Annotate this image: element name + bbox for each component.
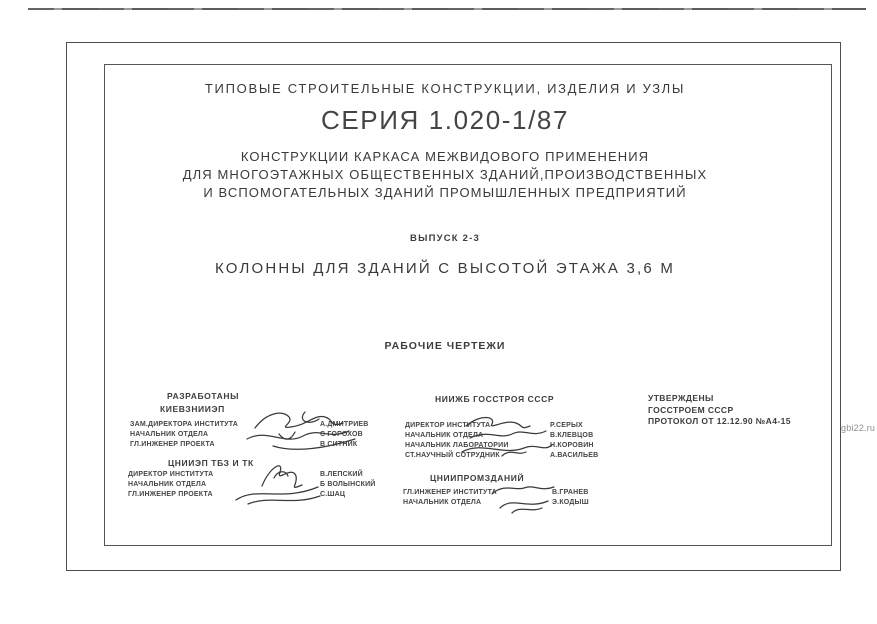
signatory-name: Б ВОЛЫНСКИЙ — [320, 481, 376, 488]
signatory-role: ГЛ.ИНЖЕНЕР ПРОЕКТА — [128, 491, 213, 498]
signatory-name: Н.КОРОВИН — [550, 442, 594, 449]
signatory-name: В.КЛЕВЦОВ — [550, 432, 594, 439]
watermark-gbi22: gbi22.ru — [841, 423, 876, 433]
signatory-name: А.ВАСИЛЬЕВ — [550, 452, 599, 459]
signatory-role: ЗАМ.ДИРЕКТОРА ИНСТИТУТА — [130, 421, 239, 428]
description-paragraph — [65, 148, 825, 202]
signatory-role: ДИРЕКТОР ИНСТИТУТА — [128, 471, 214, 478]
series-title: СЕРИЯ 1.020-1/87 — [320, 105, 570, 135]
approval-block — [648, 393, 791, 428]
signatory-role: ДИРЕКТОР ИНСТИТУТА — [405, 422, 491, 429]
signatory-name: В.ГРАНЕВ — [552, 489, 589, 496]
signatory-name: А.ДМИТРИЕВ — [320, 421, 369, 428]
signatory-role: НАЧАЛЬНИК ОТДЕЛА — [403, 499, 482, 506]
issue-number: ВЫПУСК 2-3 — [410, 233, 480, 244]
signature-cluster-niizhb-icon — [452, 412, 560, 464]
signature-cluster-tsniiprom-icon — [488, 480, 560, 518]
org-kievzniiep-name: КИЕВЗНИИЭП — [160, 404, 225, 414]
approval-line-1: УТВЕРЖДЕНЫ — [648, 393, 714, 403]
signatory-name: Э.КОДЫШ — [552, 499, 589, 506]
org-niizhb-name: НИИЖБ ГОССТРОЯ СССР — [435, 394, 555, 404]
signature-cluster-kievzniiep-icon — [245, 406, 363, 456]
signatory-role: НАЧАЛЬНИК ОТДЕЛА — [130, 431, 209, 438]
description-line-2: ДЛЯ МНОГОЭТАЖНЫХ ОБЩЕСТВЕННЫХ ЗДАНИЙ,ПРОИЗВОДСТВЕННЫХ — [182, 167, 708, 182]
developed-heading: РАЗРАБОТАНЫ — [167, 391, 240, 401]
description-line-1: КОНСТРУКЦИИ КАРКАСА МЕЖВИДОВОГО ПРИМЕНЕНИЯ — [240, 149, 650, 164]
signatory-role: СТ.НАУЧНЫЙ СОТРУДНИК — [405, 452, 500, 459]
org-tsniipromzdaniy-name: ЦНИИПРОМЗДАНИЙ — [430, 473, 525, 483]
document-supertitle: ТИПОВЫЕ СТРОИТЕЛЬНЫЕ КОНСТРУКЦИИ, ИЗДЕЛИЯ И УЗЛЫ — [204, 81, 686, 96]
signatory-name: В СИТНИК — [320, 441, 358, 448]
signatory-name: В.ЛЕПСКИЙ — [320, 471, 363, 478]
approval-line-3: ПРОТОКОЛ ОТ 12.12.90 №А4-15 — [648, 416, 791, 426]
doc-type-label: РАБОЧИЕ ЧЕРТЕЖИ — [384, 340, 506, 352]
signature-cluster-tsniiep-icon — [230, 458, 330, 508]
signatory-role: НАЧАЛЬНИК ЛАБОРАТОРИИ — [405, 442, 509, 449]
signatory-role: ГЛ.ИНЖЕНЕР ИНСТИТУТА — [403, 489, 497, 496]
approval-line-2: ГОССТРОЕМ СССР — [648, 404, 734, 415]
signatory-name: Р.СЕРЫХ — [550, 422, 583, 429]
signatory-name: С ГОРОХОВ — [320, 431, 363, 438]
subject-title: КОЛОННЫ ДЛЯ ЗДАНИЙ С ВЫСОТОЙ ЭТАЖА 3,6 М — [214, 260, 676, 277]
scan-artifact-line — [28, 8, 866, 10]
description-line-3: И ВСПОМОГАТЕЛЬНЫХ ЗДАНИЙ ПРОМЫШЛЕННЫХ ПРЕДПРИЯТИЙ — [203, 185, 687, 200]
signatory-role: НАЧАЛЬНИК ОТДЕЛА — [128, 481, 207, 488]
org-tsniiep-name: ЦНИИЭП ТБЗ И ТК — [168, 458, 254, 468]
signatory-role: ГЛ.ИНЖЕНЕР ПРОЕКТА — [130, 441, 215, 448]
signatory-name: С.ШАЦ — [320, 491, 346, 498]
signatory-role: НАЧАЛЬНИК ОТДЕЛА — [405, 432, 484, 439]
